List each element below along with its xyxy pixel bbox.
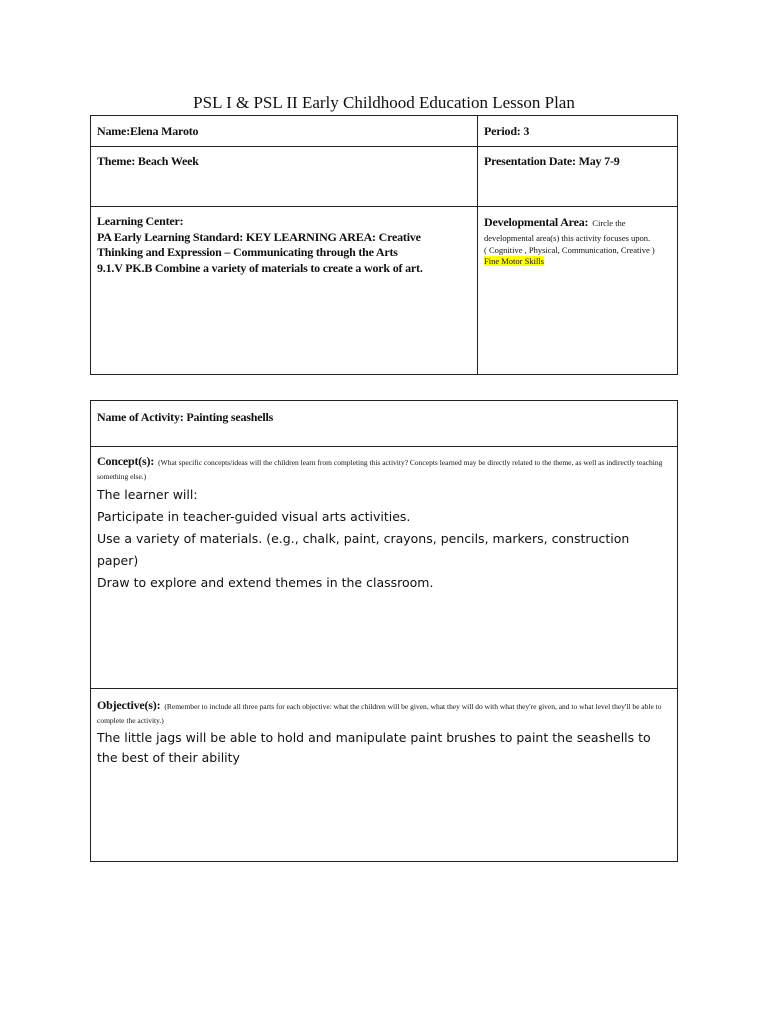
concepts-label: Concept(s): xyxy=(97,454,155,468)
learning-center-cell xyxy=(91,207,475,374)
developmental-area-options: ( Cognitive , Physical, Communication, Creative ) xyxy=(484,244,655,255)
concepts-line: The learner will: xyxy=(97,487,198,502)
activity-table xyxy=(90,400,678,862)
objectives-instruction: (Remember to include all three parts for each objective: what the children will be given, what they will do with what they're given, and to what level they'll be able to complete the activity.) xyxy=(97,702,662,725)
theme-cell: Theme: Beach Week xyxy=(97,154,199,168)
name-cell: Name:Elena Maroto xyxy=(97,124,199,138)
concepts-line: Participate in teacher-guided visual arts activities. xyxy=(97,509,411,524)
developmental-area-instruction: Circle the developmental area(s) this activity focuses upon. xyxy=(484,218,651,243)
learning-standard-code: 9.1.V PK.B Combine a variety of materials to create a work of art. xyxy=(97,260,423,275)
document-title: PSL I & PSL II Early Childhood Education Lesson Plan xyxy=(193,93,575,112)
objectives-text: The little jags will be able to hold and manipulate paint brushes to paint the seashells to the best of their ability xyxy=(97,730,651,765)
objectives-label: Objective(s): xyxy=(97,698,161,712)
objectives-body xyxy=(97,728,663,768)
developmental-area-label: Developmental Area: xyxy=(484,215,589,229)
activity-name-cell: Name of Activity: Painting seashells xyxy=(97,410,274,424)
concepts-line: Draw to explore and extend themes in the classroom. xyxy=(97,575,434,590)
learning-center-label: Learning Center: xyxy=(97,214,184,228)
period-cell: Period: 3 xyxy=(484,124,530,138)
learning-standard-text: PA Early Learning Standard: KEY LEARNING AREA: Creative Thinking and Expression – Communicating through the Arts xyxy=(97,229,421,259)
lesson-info-table xyxy=(90,115,678,375)
concepts-instruction: (What specific concepts/ideas will the children learn from completing this activity? Concepts learned may be directly related to the theme, as well as indirectly teaching something else.) xyxy=(97,458,663,481)
concepts-line: Use a variety of materials. (e.g., chalk, paint, crayons, pencils, markers, construction paper) xyxy=(97,531,630,568)
concepts-body xyxy=(97,484,663,594)
concepts-cell xyxy=(91,447,677,688)
developmental-area-cell xyxy=(478,207,677,374)
objectives-cell xyxy=(91,689,677,861)
presentation-date-cell: Presentation Date: May 7-9 xyxy=(484,154,620,168)
developmental-area-selected: Fine Motor Skills xyxy=(484,256,544,266)
